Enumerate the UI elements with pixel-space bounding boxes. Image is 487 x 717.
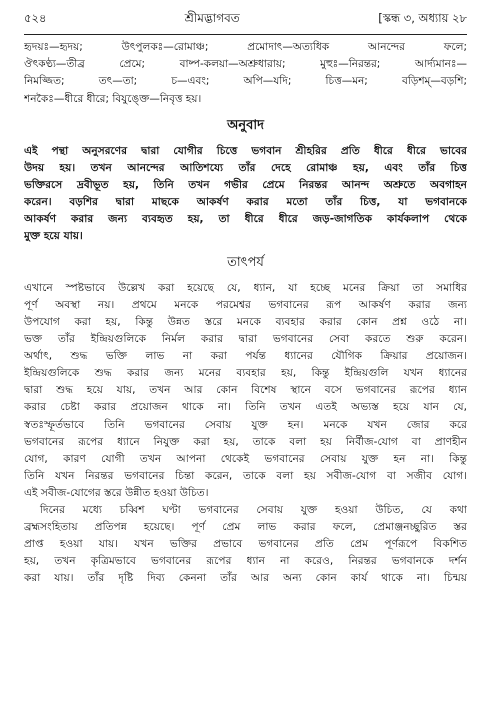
translation-line: এই পন্থা অনুসরণের দ্বারা যোগীর চিত্তে ভগবান শ্রীহরির প্রতি ধীরে ধীরে ভাবের [24,144,467,157]
chapter-reference: [স্কন্ধ ৩, অধ্যায় ২৮ [378,11,467,25]
gloss-line: হৃদয়ঃ—হৃদয়; উৎপুলকঃ—রোমাঞ্চ; প্রমোদাৎ—অত্যধিক আনন্দের ফলে; [24,41,467,53]
translation-line: ভক্তিরসে দ্রবীভূত হয়, তিনি তখন গভীর প্রেমে নিরন্তর আনন্দ অশ্রুতে অবগাহন [24,178,467,191]
purport-paragraph-2 [24,502,467,587]
purport-line: এই সবীজ-যোগের স্তরে উন্নীত হওয়া উচিত। [24,486,209,499]
purport-line: দিনের মধ্যে চব্বিশ ঘণ্টা ভগবানের সেবায় যুক্ত হওয়া উচিত, যে কথা [40,504,467,517]
purport-line: প্রাপ্ত হওয়া যায়। যখন ভক্তির প্রভাবে ভগবানের প্রতি প্রেম পূর্ণরূপে বিকশিত [24,538,467,551]
purport-line: অর্থাৎ, শুদ্ধ ভক্তি লাভ না করা পর্যন্ত ধ্যানের যৌগিক ক্রিয়ার প্রয়োজন। [24,350,467,363]
translation-text [24,143,467,245]
purport-line: ভক্ত তাঁর ইন্দ্রিয়গুলিকে নির্মল করার দ্বারা ভগবানের সেবা করতে শুরু করেন। [24,333,467,346]
translation-line: আকর্ষণ করার জন্য ব্যবহৃত হয়, তা ধীরে ধীরে জড়-জাগতিক কার্যকলাপ থেকে [24,212,467,225]
purport-line: দ্বারা শুদ্ধ হয়ে যায়, তখন আর কোন বিশেষ স্থানে বসে ভগবানের রূপের ধ্যান [24,384,467,397]
purport-line: যোগ, কারণ যোগী তখন আপনা থেকেই ভগবানের সেবায় যুক্ত হন না। কিন্তু [24,452,467,465]
translation-line: মুক্ত হয়ে যায়। [24,229,83,242]
gloss-line: নিমজ্জিত; তৎ—তা; চ—এবং; অপি—যদি; চিত্ত—মন; বড়িশম্—বড়শি; [24,75,467,88]
translation-heading: অনুবাদ [227,117,264,133]
word-for-word-gloss [24,39,467,108]
purport-line: এখানে স্পষ্টভাবে উল্লেখ করা হয়েছে যে, ধ্যান, যা হচ্ছে মনের ক্রিয়া তা সমাধির [24,281,467,294]
purport-line: পূর্ণ অবস্থা নয়। প্রথমে মনকে পরমেশ্বর ভগবানের রূপ আকর্ষণ করার জন্য [24,298,467,311]
book-title: শ্রীমদ্ভাগবত [184,11,240,25]
purport-line: ব্রহ্মসংহিতায় প্রতিপন্ন হয়েছে। পূর্ণ প্রেম লাভ করার ফলে, প্রেমাঞ্জনচ্ছুরিত স্তর [24,521,467,534]
gloss-line: ঔৎকণ্ঠ্য—তীব্র প্রেমে; বাষ্প-কলয়া—অশ্রুধারায়; মুহুঃ—নিরন্তর; আর্দ্যমানঃ— [24,58,467,71]
purport-line: করা যায়। তাঁর দৃষ্টি দিব্য কেননা তাঁর আর অন্য কোন কার্য থাকে না। চিন্ময় [24,572,467,585]
purport-line: স্বতঃস্ফূর্তভাবে তিনি ভগবানের সেবায় যুক্ত হন। মনকে যখন জোর করে [24,418,467,431]
gloss-line: শনকৈঃ—ধীরে ধীরে; বিযুঙ্ক্তে—নিবৃত্ত হয়। [24,92,202,105]
purport-line: হয়, তখন কৃত্রিমভাবে ভগবানের রূপের ধ্যান না করেও, নিরন্তর ভগবানকে দর্শন [24,555,467,568]
purport-paragraph-1 [24,280,467,502]
purport-line: তিনি যখন নিরন্তর ভগবানের চিন্তা করেন, তাকে বলা হয় সবীজ-যোগ বা সজীব যোগ। [24,469,467,482]
page-number: ৫২৪ [24,11,47,25]
translation-line: উদয় হয়। তখন আনন্দের আতিশয্যে তাঁর দেহে রোমাঞ্চ হয়, এবং তাঁর চিত্ত [24,161,467,174]
translation-line: করেন। বড়শির দ্বারা মাছকে আকর্ষণ করার মতো তাঁর চিত্ত, যা ভগবানকে [24,195,467,208]
page-header [24,10,467,28]
purport-line: ভগবানের রূপের ধ্যানে নিযুক্ত করা হয়, তাকে বলা হয় নির্বীজ-যোগ বা প্রাণহীন [24,435,467,448]
purport-line: উপযোগ করা হয়, কিন্তু উন্নত স্তরে মনকে ব্যবহার করার কোন প্রশ্ন ওঠে না। [24,316,467,328]
purport-heading: তাৎপর্য [227,254,264,270]
purport-line: করার চেষ্টা করার প্রয়োজন থাকে না। তিনি তখন এতই অভ্যস্ত হয়ে যান যে, [24,401,467,414]
header-divider [24,34,467,35]
purport-line: ইন্দ্রিয়গুলিকে শুদ্ধ করার জন্য মনের ব্যবহার হয়, কিন্তু ইন্দ্রিয়গুলি যখন ধ্যানের [24,367,467,380]
